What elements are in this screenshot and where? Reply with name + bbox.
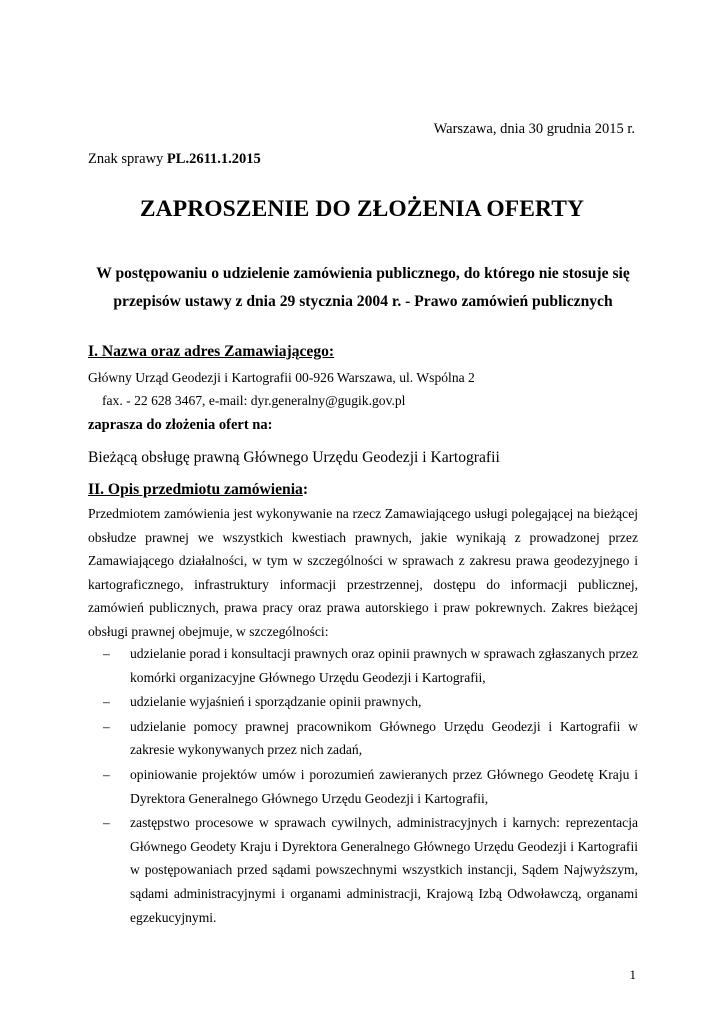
list-item <box>88 763 638 810</box>
page-title: ZAPROSZENIE DO ZŁOŻENIA OFERTY <box>139 196 585 222</box>
case-reference <box>88 151 261 168</box>
contracting-authority-contact: fax. - 22 628 3467, e-mail: dyr.generalny@gugik.gov.pl <box>102 393 406 408</box>
case-reference-number: PL.2611.1.2015 <box>166 151 261 167</box>
section-2-heading <box>88 481 308 499</box>
list-item <box>88 811 638 929</box>
service-name: Bieżącą obsługę prawną Głównego Urzędu Geodezji i Kartografii <box>88 449 500 466</box>
dash-bullet: – <box>103 815 110 831</box>
page-subtitle: W postępowaniu o udzielenie zamówienia publicznego, do którego nie stosuje się przepisów ustawy z dnia 29 stycznia 2004 r. - Prawo zamówień publicznych <box>96 265 630 310</box>
invitation-text: zaprasza do złożenia ofert na: <box>88 417 273 433</box>
case-reference-label: Znak sprawy <box>88 151 164 167</box>
section-2-paragraph: Przedmiotem zamówienia jest wykonywanie na rzecz Zamawiającego usługi polegającej na bieżącej obsłudze prawnej we wszystkich kwestiach prawnych, jakie wynikają z prowadzonej przez Zamawiającego działalności, w tym w szczególności w sprawach z zakresu prawa geodezyjnego i kartograficznego, infrastruktury informacji przestrzennej, dostępu do informacji publicznej, zamówień publicznych, prawa pracy oraz prawa autorskiego i praw pokrewnych. Zakres bieżącej obsługi prawnej obejmuje, w szczególności: <box>88 506 638 639</box>
scope-list <box>88 642 638 930</box>
dash-bullet: – <box>103 766 110 782</box>
dash-bullet: – <box>103 694 110 710</box>
list-item-text: opiniowanie projektów umów i porozumień zawieranych przez Głównego Geodetę Kraju i Dyrektora Generalnego Głównego Urzędu Geodezji i Kartografii, <box>130 766 638 806</box>
document-date: Warszawa, dnia 30 grudnia 2015 r. <box>433 121 635 137</box>
list-item-text: udzielanie porad i konsultacji prawnych oraz opinii prawnych w sprawach zgłaszanych przez komórki organizacyjne Głównego Urzędu Geodezji i Kartografii, <box>130 646 638 685</box>
list-item-text: zastępstwo procesowe w sprawach cywilnych, administracyjnych i karnych: reprezentacja Głównego Geodety Kraju i Dyrektora Generalnego Głównego Urzędu Geodezji i Kartografii w postępowaniach przed sądami powszechnymi wszystkich instancji, Sądem Najwyższym, sądami administracyjnymi i organami administracji, Krajową Izbą Odwoławczą, organami egzekucyjnymi. <box>130 815 638 925</box>
list-item <box>88 642 638 689</box>
list-item <box>88 715 638 762</box>
dash-bullet: – <box>103 646 110 661</box>
section-2-heading-text: II. Opis przedmiotu zamówienia <box>88 481 303 498</box>
list-item-text: udzielanie pomocy prawnej pracownikom Głównego Urzędu Geodezji i Kartografii w zakresie wykonywanych przez nich zadań, <box>130 718 638 758</box>
contracting-authority-address: Główny Urząd Geodezji i Kartografii 00-926 Warszawa, ul. Wspólna 2 <box>88 370 475 385</box>
list-item <box>88 690 638 714</box>
page-number: 1 <box>629 967 636 982</box>
dash-bullet: – <box>103 718 110 734</box>
list-item-text: udzielanie wyjaśnień i sporządzanie opinii prawnych, <box>130 694 422 710</box>
section-1-heading-text: I. Nazwa oraz adres Zamawiającego: <box>88 343 335 360</box>
section-1-heading <box>88 343 334 361</box>
section-2-heading-colon: : <box>302 481 309 498</box>
